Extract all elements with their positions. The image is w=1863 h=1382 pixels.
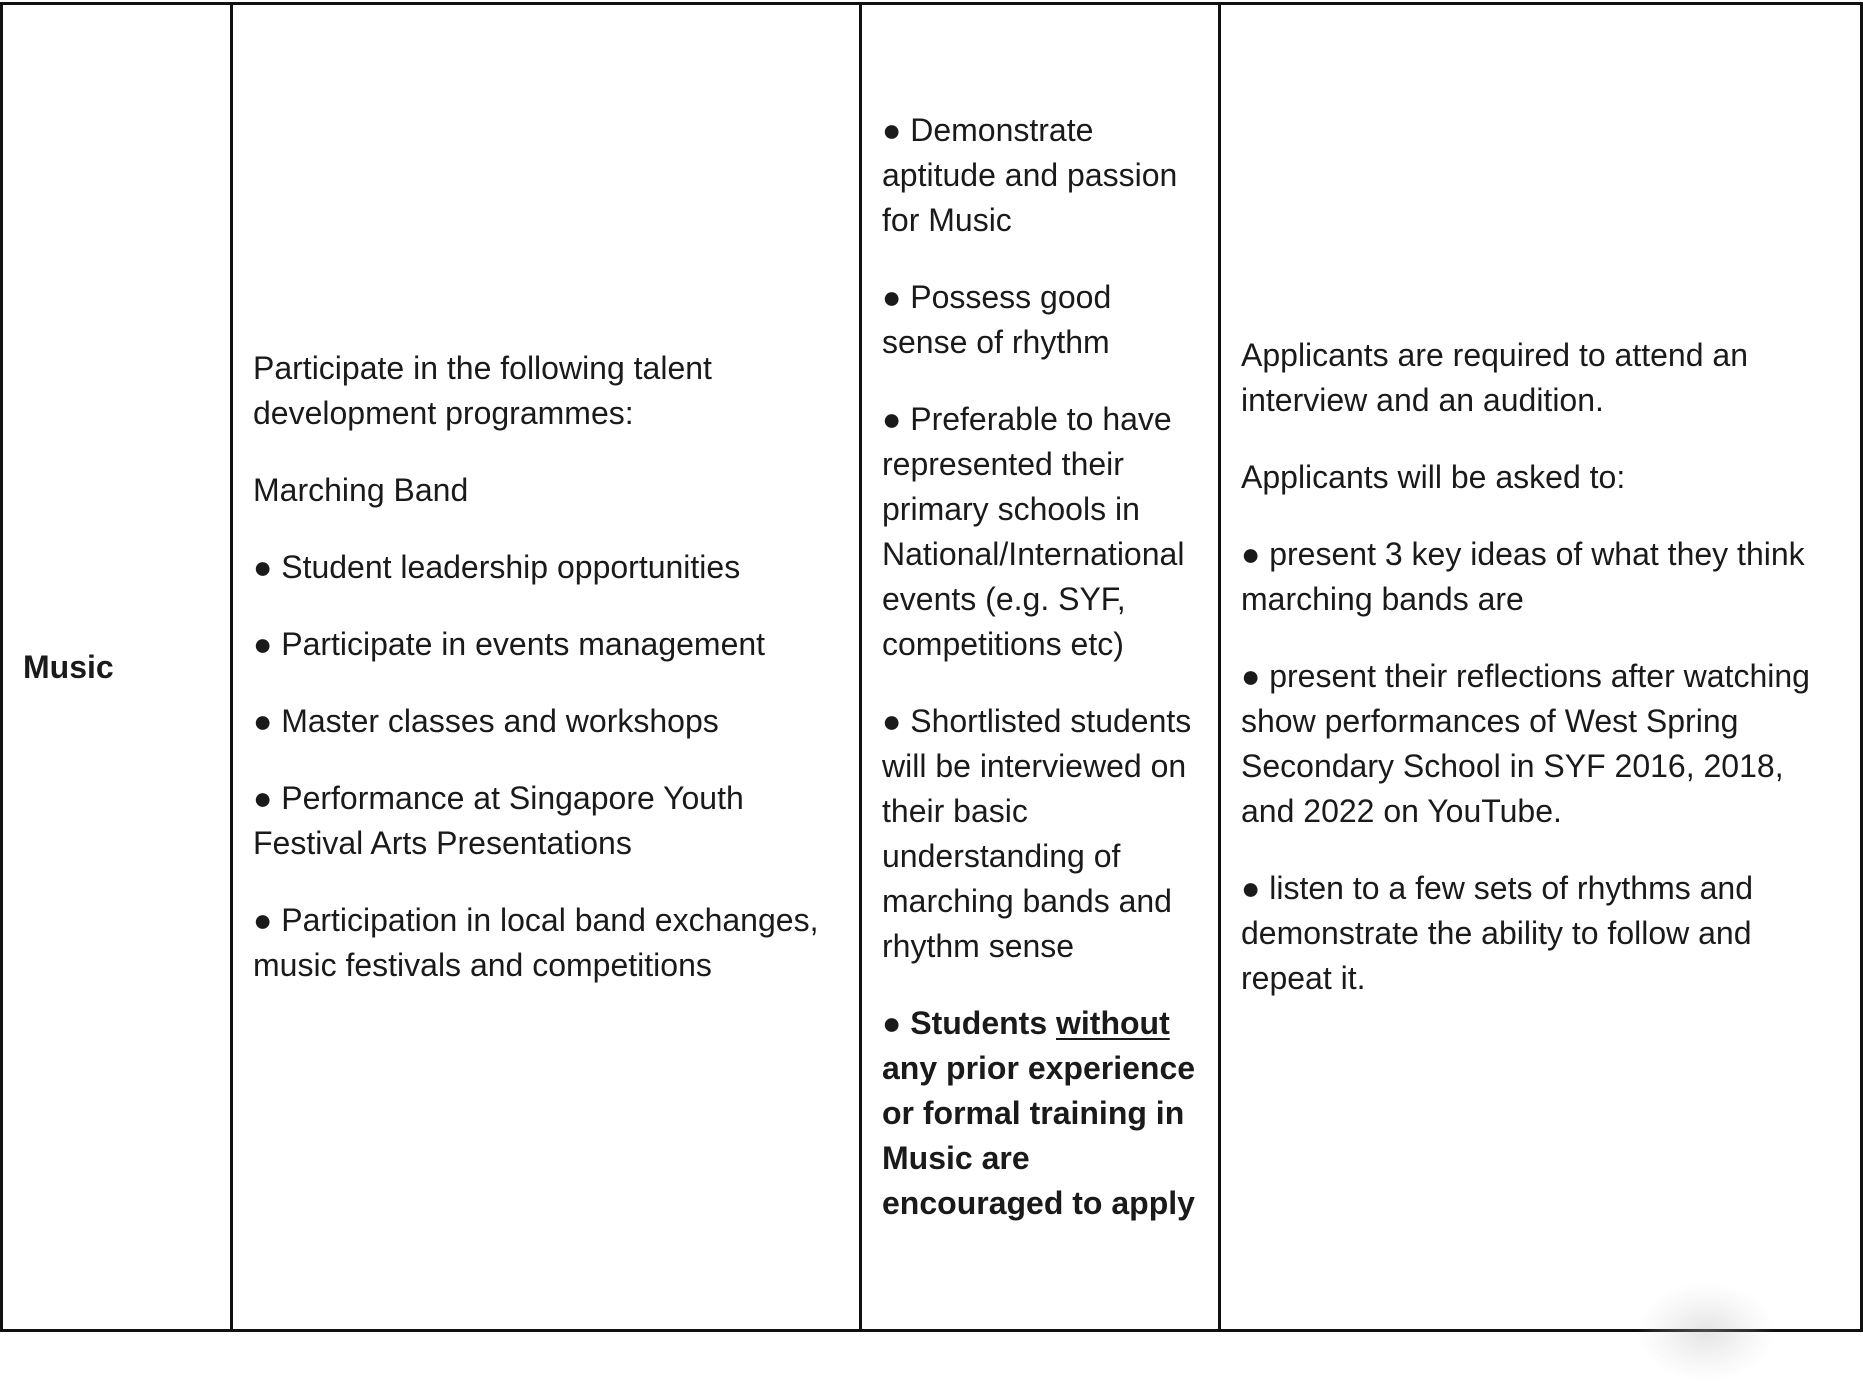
programme-bullet: ● Student leadership opportunities: [253, 549, 741, 585]
selection-bullet: ● listen to a few sets of rhythms and demonstrate the ability to follow and repeat it.: [1241, 870, 1753, 996]
encouragement-suffix: any prior experience or formal training in Music are encouraged to apply: [882, 1050, 1196, 1221]
table-row: [2, 4, 1862, 1331]
encouragement-note: [882, 1001, 1198, 1226]
encouragement-underlined-word: without: [1056, 1005, 1170, 1041]
criteria-bullet: ● Possess good sense of rhythm: [882, 279, 1112, 360]
programme-bullet: ● Performance at Singapore Youth Festival Arts Presentations: [253, 780, 744, 861]
criteria-cell: [861, 4, 1220, 1331]
selection-bullet: ● present 3 key ideas of what they think marching bands are: [1241, 536, 1805, 617]
programme-intro: Participate in the following talent development programmes:: [253, 350, 712, 431]
encouragement-prefix: ● Students: [882, 1005, 1056, 1041]
selection-lead: Applicants will be asked to:: [1241, 459, 1626, 495]
programme-content: [253, 346, 839, 988]
selection-content: [1241, 333, 1840, 1001]
criteria-bullet: ● Shortlisted students will be interviewed on their basic understanding of marching bands and rhythm sense: [882, 703, 1192, 964]
criteria-bullet: ● Preferable to have represented their primary schools in National/International events (e.g. SYF, competitions etc): [882, 401, 1185, 662]
selection-intro: Applicants are required to attend an interview and an audition.: [1241, 337, 1748, 418]
programme-bullet: ● Participation in local band exchanges, music festivals and competitions: [253, 902, 819, 983]
dsa-talent-area-table: [0, 2, 1863, 1332]
selection-cell: [1220, 4, 1862, 1331]
criteria-bullet: ● Demonstrate aptitude and passion for Music: [882, 112, 1178, 238]
selection-bullet: ● present their reflections after watching show performances of West Spring Secondary School in SYF 2016, 2018, and 2022 on YouTube.: [1241, 658, 1810, 829]
corner-shadow: [1636, 1282, 1776, 1382]
talent-area-label: Music: [23, 648, 114, 685]
criteria-content: [882, 108, 1198, 1226]
programme-heading: Marching Band: [253, 472, 469, 508]
programme-bullet: ● Master classes and workshops: [253, 703, 719, 739]
programme-cell: [232, 4, 861, 1331]
programme-bullet: ● Participate in events management: [253, 626, 766, 662]
talent-area-cell: [2, 4, 232, 1331]
